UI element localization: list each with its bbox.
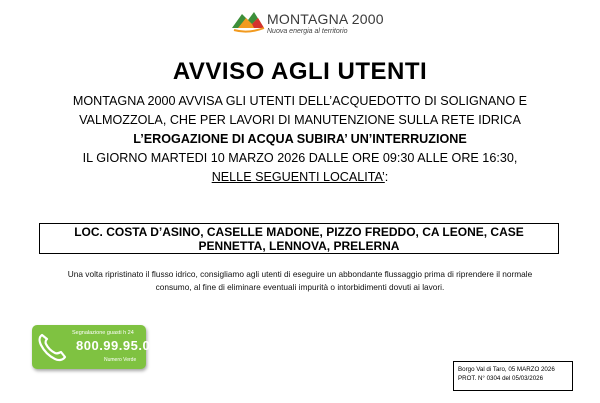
reference-line-1: Borgo Val di Taro, 05 MARZO 2026 [458,366,555,373]
notice-title: AVVISO AGLI UTENTI [172,58,428,85]
advice-text [30,268,570,294]
montagna-2000-logo [230,6,384,40]
mountain-logo-icon [230,6,266,36]
localities-line-2: PENNETTA, LENNOVA, PRELERNA [198,239,400,253]
localities-line-1: LOC. COSTA D’ASINO, CASELLE MADONE, PIZZO FREDDO, CA LEONE, CASE [74,225,524,239]
notice-body [0,92,600,187]
notice-line-5 [0,168,600,187]
localities-box [39,223,559,254]
hotline-number: 800.99.95.03 [76,338,158,353]
phone-icon [36,331,70,363]
reference-line-2: PROT. N° 0304 del 05/03/2026 [458,375,544,382]
localities-heading: NELLE SEGUENTI LOCALITA’ [211,170,385,184]
logo-name: MONTAGNA 2000 [267,11,384,27]
notice-line-3: L’EROGAZIONE DI ACQUA SUBIRA’ UN’INTERRUZIONE [133,132,467,146]
notice-line-1: MONTAGNA 2000 AVVISA GLI UTENTI DELL’ACQUEDOTTO DI SOLIGNANO E [72,94,528,108]
reference-box [453,361,573,391]
hotline-badge [32,325,158,369]
notice-line-4: IL GIORNO MARTEDI 10 MARZO 2026 DALLE ORE 09:30 ALLE ORE 16:30, [82,151,518,165]
hotline-label: Segnalazione guasti h 24 [72,330,134,336]
localities-heading-colon: : [384,170,389,184]
advice-line-1: Una volta ripristinato il flusso idrico, consigliamo agli utenti di eseguire un abbondante flussaggio prima di riprendere il normale [67,269,533,279]
notice-line-2: VALMOZZOLA, CHE PER LAVORI DI MANUTENZIONE SULLA RETE IDRICA [79,113,521,127]
advice-line-2: consumo, al fine di eliminare eventuali impurità o intorbidimenti dovuti ai lavori. [155,282,445,292]
hotline-sublabel: Numero Verde [104,357,137,363]
logo-tagline: Nuova energia al territorio [267,28,348,35]
